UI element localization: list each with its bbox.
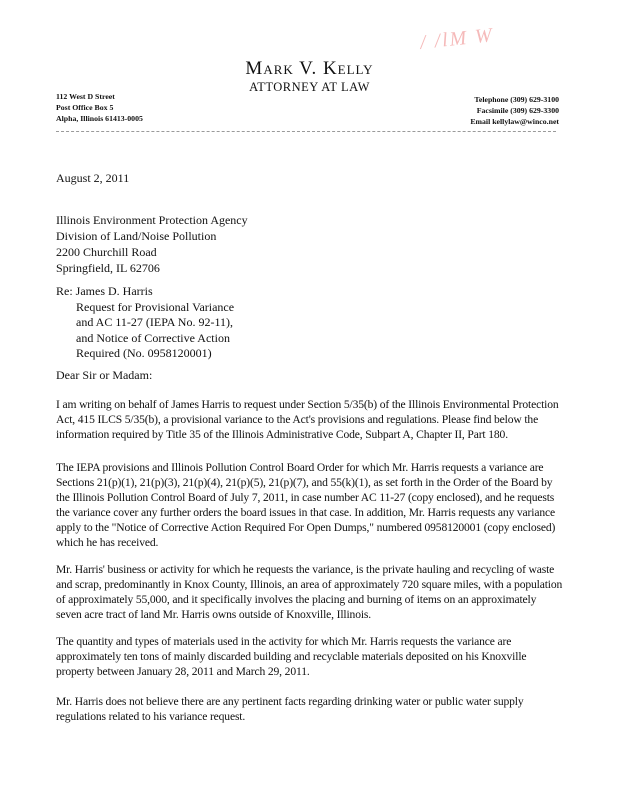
body-paragraph: Mr. Harris does not believe there are any pertinent facts regarding drinking water or public water supply regulations related to his variance request. [56, 695, 524, 723]
subject-line: and AC 11-27 (IEPA No. 92-11), [76, 315, 233, 329]
telephone: Telephone (309) 629-3100 [474, 95, 559, 104]
address-line: Post Office Box 5 [56, 103, 114, 112]
recipient-line: 2200 Churchill Road [56, 245, 157, 259]
facsimile: Facsimile (309) 629-3300 [476, 106, 559, 115]
subject-line: Required (No. 0958120001) [76, 346, 212, 360]
subject-block [56, 284, 234, 362]
email: Email kellylaw@winco.net [470, 117, 559, 126]
letter-date: August 2, 2011 [56, 171, 130, 185]
address-line: 112 West D Street [56, 92, 115, 101]
body-paragraph: I am writing on behalf of James Harris to request under Section 5/35(b) of the Illinois Environmental Protection Act, 415 ILCS 5/35(b), a provisional variance to the Act's provisions and regulations. Please find below the information required by Title 35 of the Illinois Administrative Code, Subpart A, Chapter II, Part 180. [56, 398, 559, 441]
body-paragraph: The IEPA provisions and Illinois Pollution Control Board Order for which Mr. Harris requests a variance are Sections 21(p)(1), 21(p)(3), 21(p)(4), 21(p)(5), 21(p)(7), and 55(k)(1), as set forth in the Order of the Board by the Illinois Pollution Control Board of July 7, 2011, in case number AC 11-27 (copy enclosed), and he requests the variance cover any further orders the board issues in that case. In addition, Mr. Harris requests any variance apply to the "Notice of Corrective Action Required For Open Dumps," numbered 0958120001 (copy enclosed) which he has received. [56, 461, 556, 549]
subject-line: Re: James D. Harris [56, 284, 153, 298]
address-line: Alpha, Illinois 61413-0005 [56, 114, 143, 123]
recipient-block [56, 212, 248, 276]
salutation: Dear Sir or Madam: [56, 368, 153, 382]
body-paragraph: Mr. Harris' business or activity for which he requests the variance, is the private hauling and recycling of waste and scrap, predominantly in Knox County, Illinois, an area of approximately 720 square miles, with a population of approximately 55,000, and it specifically involves the placing and burning of items on an approximately seven acre tract of land Mr. Harris owns outside of Knoxville, Illinois. [56, 563, 563, 621]
letter-body [56, 397, 564, 734]
body-paragraph: The quantity and types of materials used in the activity for which Mr. Harris requests the variance are approximately ten tons of mainly discarded building and recyclable materials deposited on his Knoxville property between January 28, 2011 and March 29, 2011. [56, 635, 527, 678]
received-stamp: / /lM W [419, 24, 495, 54]
letterhead-divider [56, 131, 556, 132]
letterhead-contact [470, 94, 559, 127]
letterhead-address [56, 91, 143, 124]
attorney-title: ATTORNEY AT LAW [249, 80, 370, 94]
subject-line: and Notice of Corrective Action [76, 330, 230, 345]
recipient-line: Illinois Environment Protection Agency [56, 213, 248, 227]
recipient-line: Division of Land/Noise Pollution [56, 229, 217, 243]
recipient-line: Springfield, IL 62706 [56, 261, 160, 275]
attorney-name: Mark V. Kelly [245, 58, 374, 79]
subject-line: Request for Provisional Variance [76, 299, 235, 314]
